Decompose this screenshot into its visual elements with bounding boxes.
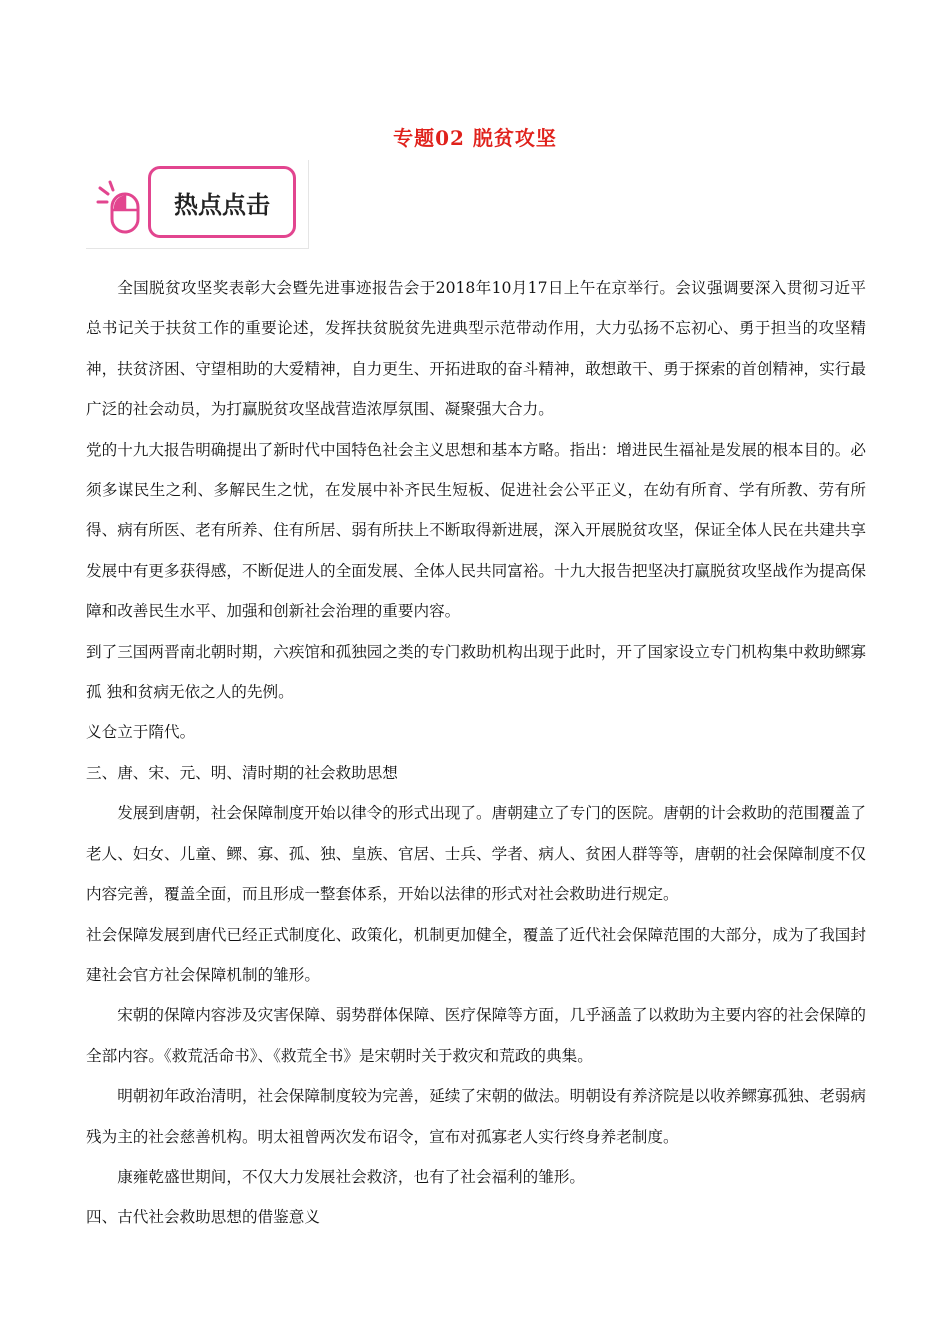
- paragraph: 发展到唐朝，社会保障制度开始以律令的形式出现了。唐朝建立了专门的医院。唐朝的计会救助的范围覆盖了老人、妇女、儿童、鳏、寡、孤、独、皇族、官居、士兵、学者、病人、贫困人群等等，唐朝的社会保障制度不仅内容完善，覆盖全面，而且形成一整套体系，开始以法律的形式对社会救助进行规定。: [86, 804, 866, 904]
- paragraph: 宋朝的保障内容涉及灾害保障、弱势群体保障、医疗保障等方面，几乎涵盖了以救助为主要内容的社会保障的全部内容。《救荒活命书》、《救荒全书》是宋朝时关于救灾和荒政的典集。: [86, 1006, 866, 1065]
- paragraph: 到了三国两晋南北朝时期，六疾馆和孤独园之类的专门救助机构出现于此时，开了国家设立专门机构集中救助鳏寡孤 独和贫病无依之人的先例。: [86, 642, 866, 702]
- hotspot-badge: [86, 160, 309, 249]
- article-body: [86, 268, 866, 1238]
- mouse-click-icon: [96, 180, 142, 234]
- paragraph: 社会保障发展到唐代已经正式制度化、政策化，机制更加健全，覆盖了近代社会保障范围的大部分，成为了我国封建社会官方社会保障机制的雏形。: [86, 925, 866, 984]
- paragraph: 明朝初年政治清明，社会保障制度较为完善，延续了宋朝的做法。明朝设有养济院是以收养鳏寡孤独、老弱病残为主的社会慈善机构。明太祖曾两次发布诏令，宣布对孤寡老人实行终身养老制度。: [86, 1087, 866, 1146]
- section-heading: 四、古代社会救助思想的借鉴意义: [86, 1208, 320, 1227]
- paragraph: 义仓立于隋代。: [86, 723, 196, 742]
- page-title: 专题02 脱贫攻坚: [393, 126, 557, 150]
- paragraph: 党的十九大报告明确提出了新时代中国特色社会主义思想和基本方略。指出：增进民生福祉是发展的根本目的。必须多谋民生之利、多解民生之忧，在发展中补齐民生短板、促进社会公平正义，在幼有所育、学有所教、劳有所得、病有所医、老有所养、住有所居、弱有所扶上不断取得新进展，深入开展脱贫攻坚，保证全体人民在共建共享发展中有更多获得感，不断促进人的全面发展、全体人民共同富裕。十九大报告把坚决打赢脱贫攻坚战作为提高保障和改善民生水平、加强和创新社会治理的重要内容。: [86, 440, 866, 621]
- paragraph: 康雍乾盛世期间，不仅大力发展社会救济，也有了社会福利的雏形。: [117, 1167, 586, 1186]
- paragraph: 全国脱贫攻坚奖表彰大会暨先进事迹报告会于2018年10月17日上午在京举行。会议强调要深入贯彻习近平总书记关于扶贫工作的重要论述，发挥扶贫脱贫先进典型示范带动作用，大力弘扬不忘初心、勇于担当的攻坚精神，扶贫济困、守望相助的大爱精神，自力更生、开拓进取的奋斗精神，敢想敢干、勇于探索的首创精神，实行最广泛的社会动员，为打赢脱贫攻坚战营造浓厚氛围、凝聚强大合力。: [86, 279, 866, 419]
- hotspot-badge-label: 热点点击: [148, 166, 296, 238]
- section-heading: 三、唐、宋、元、明、清时期的社会救助思想: [86, 763, 398, 782]
